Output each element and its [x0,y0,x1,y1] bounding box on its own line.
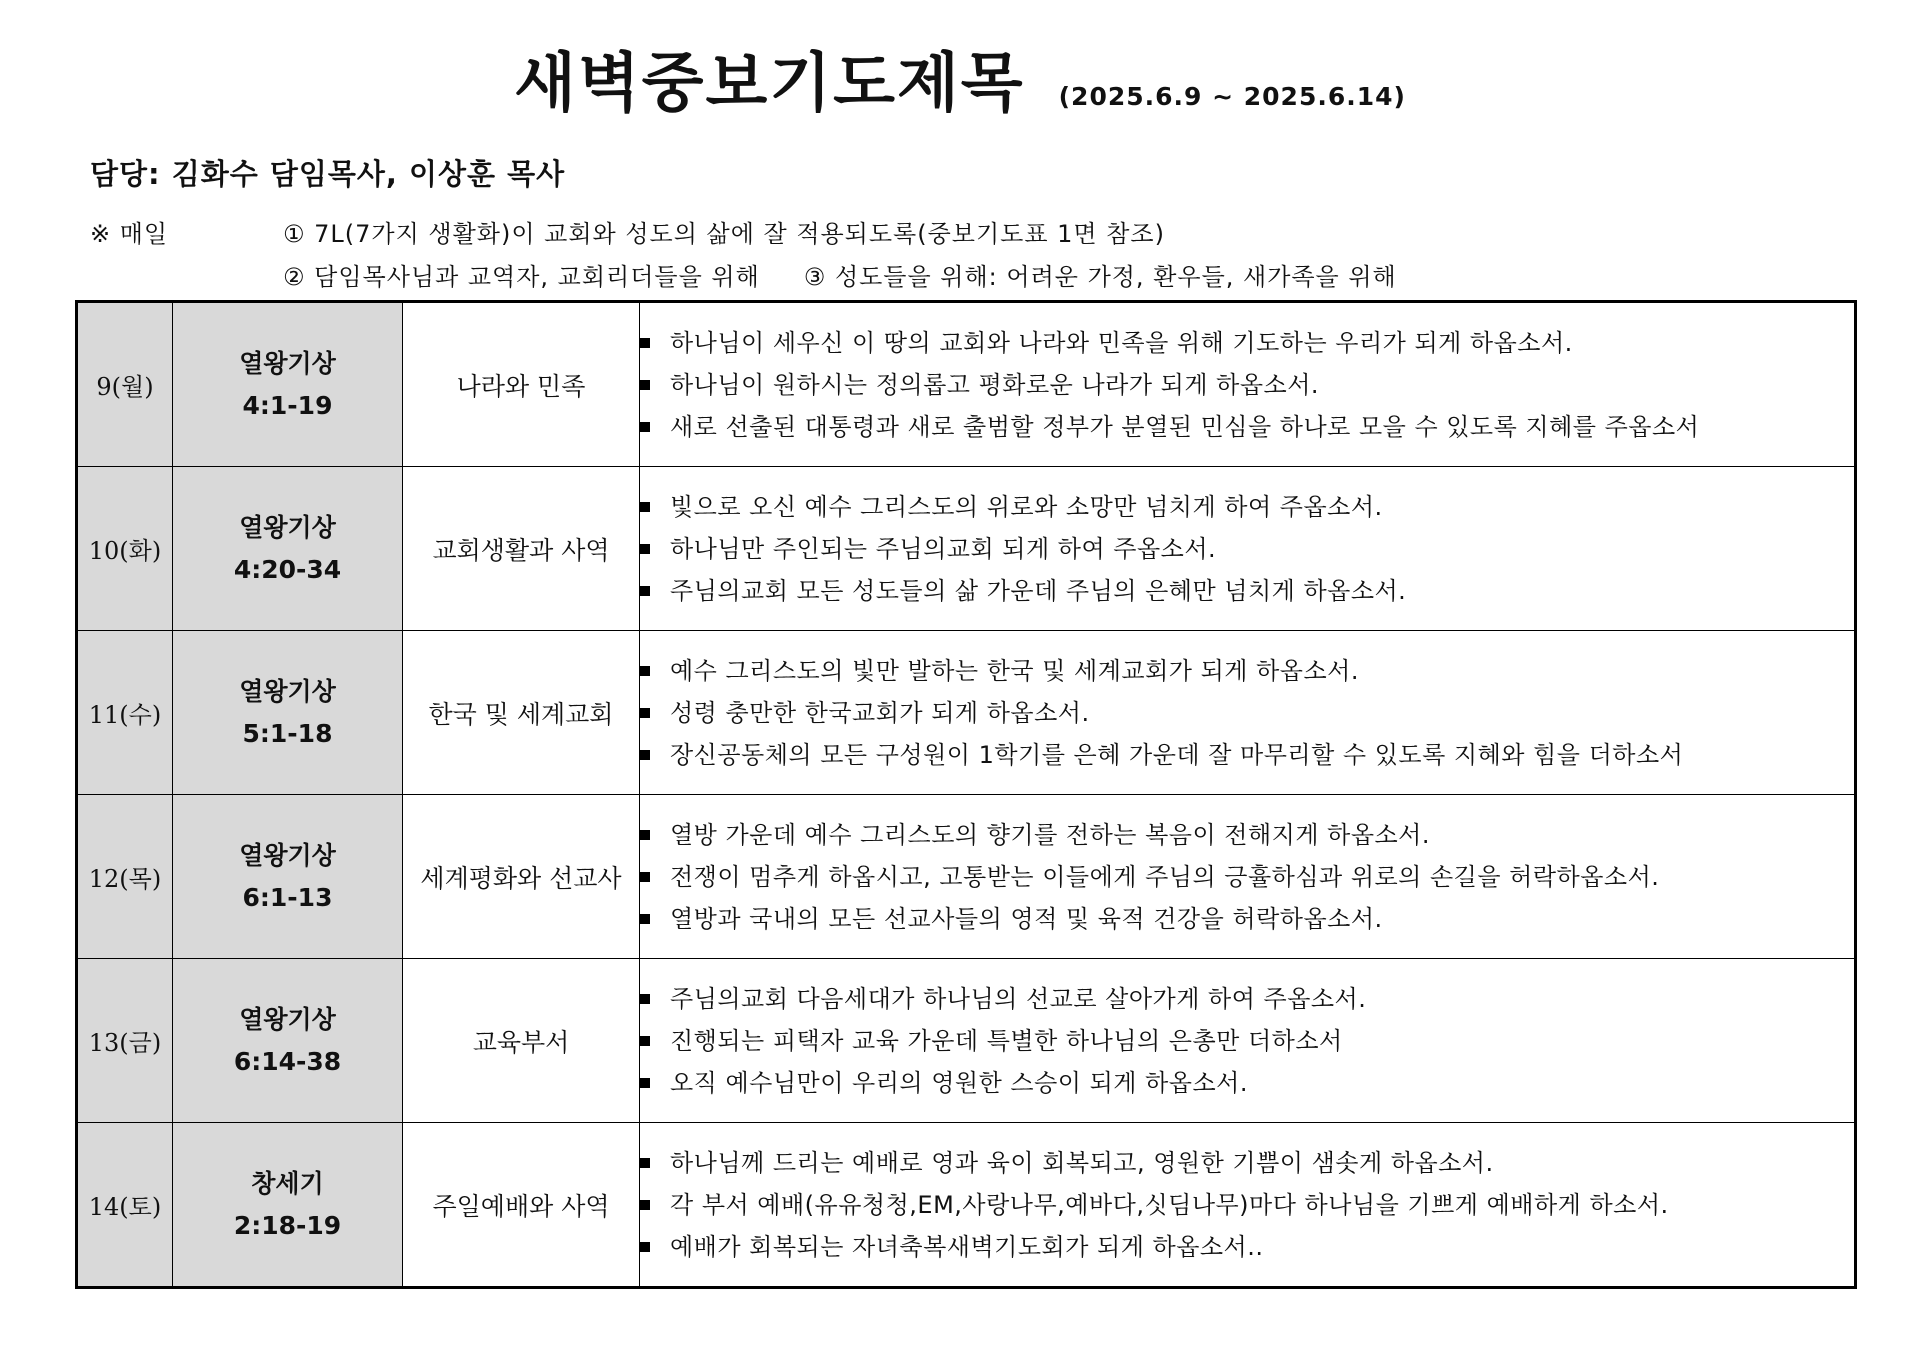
list-item [640,856,1854,898]
scripture-verse: 5:1-18 [242,718,333,748]
table-row [77,302,1856,467]
table-row [77,631,1856,795]
list-item [640,650,1854,692]
table-row [77,795,1856,959]
list-item [640,978,1854,1020]
prayers-cell [640,302,1856,467]
prayer-list [640,1142,1854,1268]
scripture-cell [173,795,403,959]
prayer-text: 하나님께 드리는 예배로 영과 육이 회복되고, 영원한 기쁨이 샘솟게 하옵소서. [670,1148,1494,1177]
square-bullet-icon [640,1200,650,1210]
scripture-book: 열왕기상 [239,1004,336,1034]
prayer-schedule-table [75,300,1857,1289]
square-bullet-icon [640,338,650,348]
scripture-verse: 4:20-34 [233,554,342,584]
list-item [640,814,1854,856]
table-row [77,1123,1856,1288]
scripture-cell [173,631,403,795]
list-item [640,486,1854,528]
prayers-cell [640,959,1856,1123]
prayer-text: 오직 예수님만이 우리의 영원한 스승이 되게 하옵소서. [670,1068,1248,1097]
table-row [77,959,1856,1123]
topic-cell: 나라와 민족 [403,302,640,467]
prayer-text: 하나님이 원하시는 정의롭고 평화로운 나라가 되게 하옵소서. [670,370,1320,399]
title-row [0,47,1920,121]
prayer-text: 전쟁이 멈추게 하옵시고, 고통받는 이들에게 주님의 긍휼하심과 위로의 손길을 허락하옵소서. [670,862,1660,891]
scripture-verse: 6:1-13 [242,882,333,912]
list-item [640,1020,1854,1062]
table-row [77,467,1856,631]
topic-cell: 주일예배와 사역 [403,1123,640,1288]
square-bullet-icon [640,586,650,596]
square-bullet-icon [640,666,650,676]
list-item [640,364,1854,406]
in-charge: 담당: 김화수 담임목사, 이상훈 목사 [90,157,566,191]
list-item [640,1062,1854,1104]
square-bullet-icon [640,914,650,924]
scripture-cell [173,467,403,631]
list-item [640,898,1854,940]
prayer-text: 예수 그리스도의 빛만 발하는 한국 및 세계교회가 되게 하옵소서. [670,656,1359,685]
prayers-cell [640,631,1856,795]
prayer-text: 각 부서 예배(유유청청,EM,사랑나무,예바다,싯딤나무)마다 하나님을 기쁘게 예배하게 하소서. [670,1190,1669,1219]
scripture-verse: 4:1-19 [242,390,333,420]
list-item [640,734,1854,776]
prayer-text: 빛으로 오신 예수 그리스도의 위로와 소망만 넘치게 하여 주옵소서. [670,492,1383,521]
scripture-book: 열왕기상 [239,840,336,870]
date-period: (2025.6.9 ~ 2025.6.14) [1058,82,1406,111]
square-bullet-icon [640,708,650,718]
square-bullet-icon [640,1036,650,1046]
prayer-list [640,486,1854,612]
daily-item-3: ③ 성도들을 위해: 어려운 가정, 환우들, 새가족을 위해 [803,263,1397,291]
prayers-cell [640,795,1856,959]
daily-line-1: ① 7L(7가지 생활화)이 교회와 성도의 삶에 잘 적용되도록(중보기도표 1면 참조) [283,220,1165,248]
prayer-list [640,322,1854,448]
day-cell: 9(월) [77,302,173,467]
square-bullet-icon [640,422,650,432]
day-cell: 13(금) [77,959,173,1123]
scripture-book: 열왕기상 [239,348,336,378]
daily-label: ※ 매일 [90,220,169,248]
prayer-text: 장신공동체의 모든 구성원이 1학기를 은혜 가운데 잘 마무리할 수 있도록 지혜와 힘을 더하소서 [670,740,1684,769]
prayer-list [640,814,1854,940]
topic-cell: 교회생활과 사역 [403,467,640,631]
prayer-text: 열방과 국내의 모든 선교사들의 영적 및 육적 건강을 허락하옵소서. [670,904,1383,933]
day-cell: 12(목) [77,795,173,959]
scripture-book: 열왕기상 [239,676,336,706]
prayer-text: 예배가 회복되는 자녀축복새벽기도회가 되게 하옵소서.. [670,1232,1264,1261]
prayer-text: 주님의교회 다음세대가 하나님의 선교로 살아가게 하여 주옵소서. [670,984,1367,1013]
prayer-text: 하나님만 주인되는 주님의교회 되게 하여 주옵소서. [670,534,1217,563]
topic-cell: 교육부서 [403,959,640,1123]
list-item [640,1184,1854,1226]
prayers-cell [640,467,1856,631]
prayers-cell [640,1123,1856,1288]
square-bullet-icon [640,380,650,390]
day-cell: 14(토) [77,1123,173,1288]
scripture-cell [173,302,403,467]
square-bullet-icon [640,1078,650,1088]
topic-cell: 한국 및 세계교회 [403,631,640,795]
square-bullet-icon [640,994,650,1004]
square-bullet-icon [640,544,650,554]
list-item [640,322,1854,364]
prayer-text: 새로 선출된 대통령과 새로 출범할 정부가 분열된 민심을 하나로 모을 수 있도록 지혜를 주옵소서 [670,412,1700,441]
day-cell: 10(화) [77,467,173,631]
scripture-cell [173,959,403,1123]
daily-line-2 [283,257,1397,292]
square-bullet-icon [640,750,650,760]
prayer-list [640,978,1854,1104]
prayer-text: 주님의교회 모든 성도들의 삶 가운데 주님의 은혜만 넘치게 하옵소서. [670,576,1407,605]
square-bullet-icon [640,502,650,512]
prayer-text: 성령 충만한 한국교회가 되게 하옵소서. [670,698,1090,727]
list-item [640,692,1854,734]
scripture-verse: 6:14-38 [233,1046,342,1076]
day-cell: 11(수) [77,631,173,795]
list-item [640,570,1854,612]
square-bullet-icon [640,830,650,840]
list-item [640,406,1854,448]
square-bullet-icon [640,872,650,882]
scripture-cell [173,1123,403,1288]
prayer-text: 하나님이 세우신 이 땅의 교회와 나라와 민족을 위해 기도하는 우리가 되게 하옵소서. [670,328,1573,357]
prayer-text: 진행되는 피택자 교육 가운데 특별한 하나님의 은총만 더하소서 [670,1026,1343,1055]
prayer-list [640,650,1854,776]
prayer-text: 열방 가운데 예수 그리스도의 향기를 전하는 복음이 전해지게 하옵소서. [670,820,1430,849]
list-item [640,1142,1854,1184]
list-item [640,1226,1854,1268]
page-title: 새벽중보기도제목 [514,47,1025,121]
scripture-book: 창세기 [251,1168,324,1198]
list-item [640,528,1854,570]
square-bullet-icon [640,1242,650,1252]
topic-cell: 세계평화와 선교사 [403,795,640,959]
scripture-book: 열왕기상 [239,512,336,542]
square-bullet-icon [640,1158,650,1168]
scripture-verse: 2:18-19 [233,1210,342,1240]
daily-item-2: ② 담임목사님과 교역자, 교회리더들을 위해 [283,263,760,291]
